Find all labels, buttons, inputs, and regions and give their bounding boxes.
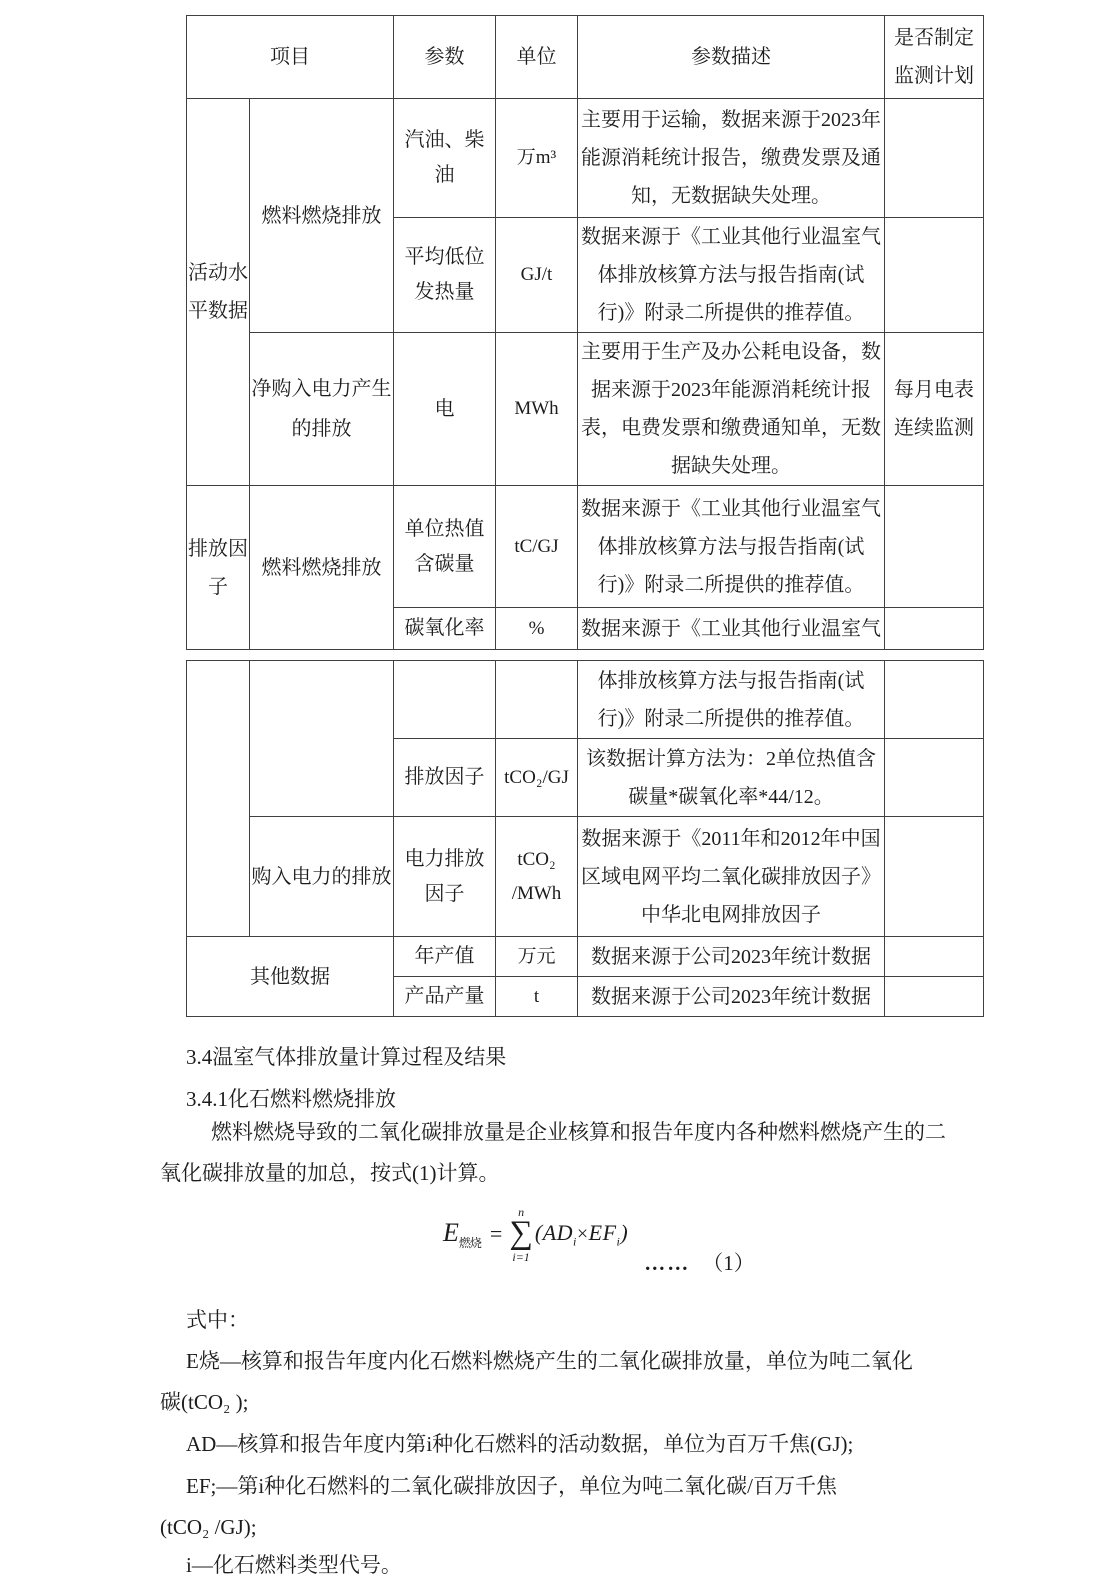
cell-param (394, 661, 496, 739)
cell-unit: tCO₂ /MWh (496, 817, 578, 937)
cell-desc: 主要用于生产及办公耗电设备，数据来源于2023年能源消耗统计报表，电费发票和缴费通知单，无数据缺失处理。 (578, 333, 885, 486)
cell-param: 电力排放因子 (394, 817, 496, 937)
cell-desc: 数据来源于公司2023年统计数据 (578, 937, 885, 977)
monitoring-parameters-table-continued (186, 660, 984, 1017)
cell-param: 平均低位发热量 (394, 218, 496, 333)
where-label: 式中： (186, 1308, 249, 1332)
equals-sign: = (489, 1221, 503, 1247)
cell-plan (885, 937, 984, 977)
summation-lower-limit: i=1 (512, 1249, 530, 1264)
cell-subitem-purchased-electricity-emission: 购入电力的排放 (250, 817, 394, 937)
summation-block (509, 1206, 533, 1263)
formula-term (535, 1220, 628, 1249)
cell-unit (496, 661, 578, 739)
cell-param: 产品产量 (394, 977, 496, 1017)
cell-param: 排放因子 (394, 739, 496, 817)
multiplication-sign: × (576, 1222, 589, 1245)
cell-desc: 数据来源于《工业其他行业温室气 (578, 608, 885, 650)
cell-desc: 该数据计算方法为：2单位热值含碳量*碳氧化率*44/12。 (578, 739, 885, 817)
cell-subitem-continued (250, 661, 394, 817)
cell-plan (885, 661, 984, 739)
close-paren: ) (620, 1219, 629, 1245)
col-header-param: 参数 (394, 16, 496, 99)
sigma-symbol: ∑ (509, 1215, 533, 1251)
cell-plan (885, 608, 984, 650)
table-row (187, 99, 984, 218)
cell-plan (885, 817, 984, 937)
cell-group-emission-factor: 排放因子 (187, 486, 250, 650)
definition-i: i—化石燃料类型代号。 (186, 1553, 402, 1577)
formula-equation-1 (443, 1205, 755, 1275)
cell-plan (885, 486, 984, 608)
formula-lhs-subscript: 燃烧 (458, 1235, 481, 1250)
formula-lhs-base: E (443, 1217, 459, 1247)
cell-param: 单位热值含碳量 (394, 486, 496, 608)
cell-param: 碳氧化率 (394, 608, 496, 650)
cell-desc: 数据来源于《工业其他行业温室气体排放核算方法与报告指南(试行)》附录二所提供的推荐值。 (578, 486, 885, 608)
ad-variable: AD (542, 1219, 574, 1245)
section-heading-3-4: 3.4温室气体排放量计算过程及结果 (186, 1045, 507, 1069)
cell-plan (885, 739, 984, 817)
cell-desc: 数据来源于《工业其他行业温室气体排放核算方法与报告指南(试行)》附录二所提供的推荐值。 (578, 218, 885, 333)
cell-unit: tC/GJ (496, 486, 578, 608)
summation-upper-limit: n (518, 1205, 525, 1219)
paragraph-line: 燃料燃烧导致的二氧化碳排放量是企业核算和报告年度内各种燃料燃烧产生的二 (211, 1120, 946, 1144)
col-header-desc: 参数描述 (578, 16, 885, 99)
cell-unit: t (496, 977, 578, 1017)
table-row (187, 661, 984, 739)
definition-ef (160, 1466, 972, 1548)
cell-unit: GJ/t (496, 218, 578, 333)
formula-lhs (443, 1218, 481, 1251)
cell-plan (885, 977, 984, 1017)
cell-desc: 主要用于运输，数据来源于2023年能源消耗统计报告，缴费发票及通知，无数据缺失处理。 (578, 99, 885, 218)
table-header-row (187, 16, 984, 99)
definition-line: 碳(tCO₂ ); (160, 1390, 249, 1414)
cell-param: 年产值 (394, 937, 496, 977)
cell-unit: 万m³ (496, 99, 578, 218)
cell-group-continued (187, 661, 250, 937)
cell-subitem-fuel-combustion: 燃料燃烧排放 (250, 486, 394, 650)
col-header-item: 项目 (187, 16, 394, 99)
cell-desc: 数据来源于公司2023年统计数据 (578, 977, 885, 1017)
definition-ad: AD—核算和报告年度内第i种化石燃料的活动数据，单位为百万千焦(GJ); (186, 1432, 854, 1456)
cell-unit: % (496, 608, 578, 650)
cell-desc: 体排放核算方法与报告指南(试行)》附录二所提供的推荐值。 (578, 661, 885, 739)
cell-group-other-data: 其他数据 (187, 937, 394, 1017)
ef-subscript: i (616, 1234, 621, 1249)
formula-numbering (644, 1247, 755, 1277)
table-row (187, 817, 984, 937)
definition-line: (tCO₂ /GJ); (160, 1515, 257, 1539)
definition-e (160, 1341, 972, 1423)
cell-param: 汽油、柴油 (394, 99, 496, 218)
definition-line: E烧—核算和报告年度内化石燃料燃烧产生的二氧化碳排放量，单位为吨二氧化 (186, 1349, 913, 1373)
cell-plan: 每月电表连续监测 (885, 333, 984, 486)
monitoring-parameters-table (186, 15, 984, 650)
paragraph-fuel-combustion (160, 1112, 972, 1194)
col-header-unit: 单位 (496, 16, 578, 99)
table-row (187, 333, 984, 486)
equation-number: （1） (702, 1250, 755, 1275)
open-paren: ( (534, 1219, 543, 1245)
cell-unit: tCO₂/GJ (496, 739, 578, 817)
ellipsis-dots: …… (644, 1250, 691, 1275)
cell-plan (885, 218, 984, 333)
table-row (187, 937, 984, 977)
table-row (187, 486, 984, 608)
cell-param: 电 (394, 333, 496, 486)
cell-group-activity-data: 活动水平数据 (187, 99, 250, 486)
cell-unit: 万元 (496, 937, 578, 977)
cell-subitem-purchased-electricity: 净购入电力产生的排放 (250, 333, 394, 486)
cell-subitem-fuel-combustion: 燃料燃烧排放 (250, 99, 394, 333)
ef-variable: EF (588, 1219, 617, 1245)
cell-plan (885, 99, 984, 218)
cell-desc: 数据来源于《2011年和2012年中国区域电网平均二氧化碳排放因子》中华北电网排放因子 (578, 817, 885, 937)
definition-line: EF;—第i种化石燃料的二氧化碳排放因子，单位为吨二氧化碳/百万千焦 (186, 1474, 838, 1498)
paragraph-line: 氧化碳排放量的加总，按式(1)计算。 (160, 1161, 500, 1185)
cell-unit: MWh (496, 333, 578, 486)
col-header-plan: 是否制定监测计划 (885, 16, 984, 99)
section-heading-3-4-1: 3.4.1化石燃料燃烧排放 (186, 1087, 396, 1111)
ad-subscript: i (573, 1234, 577, 1249)
